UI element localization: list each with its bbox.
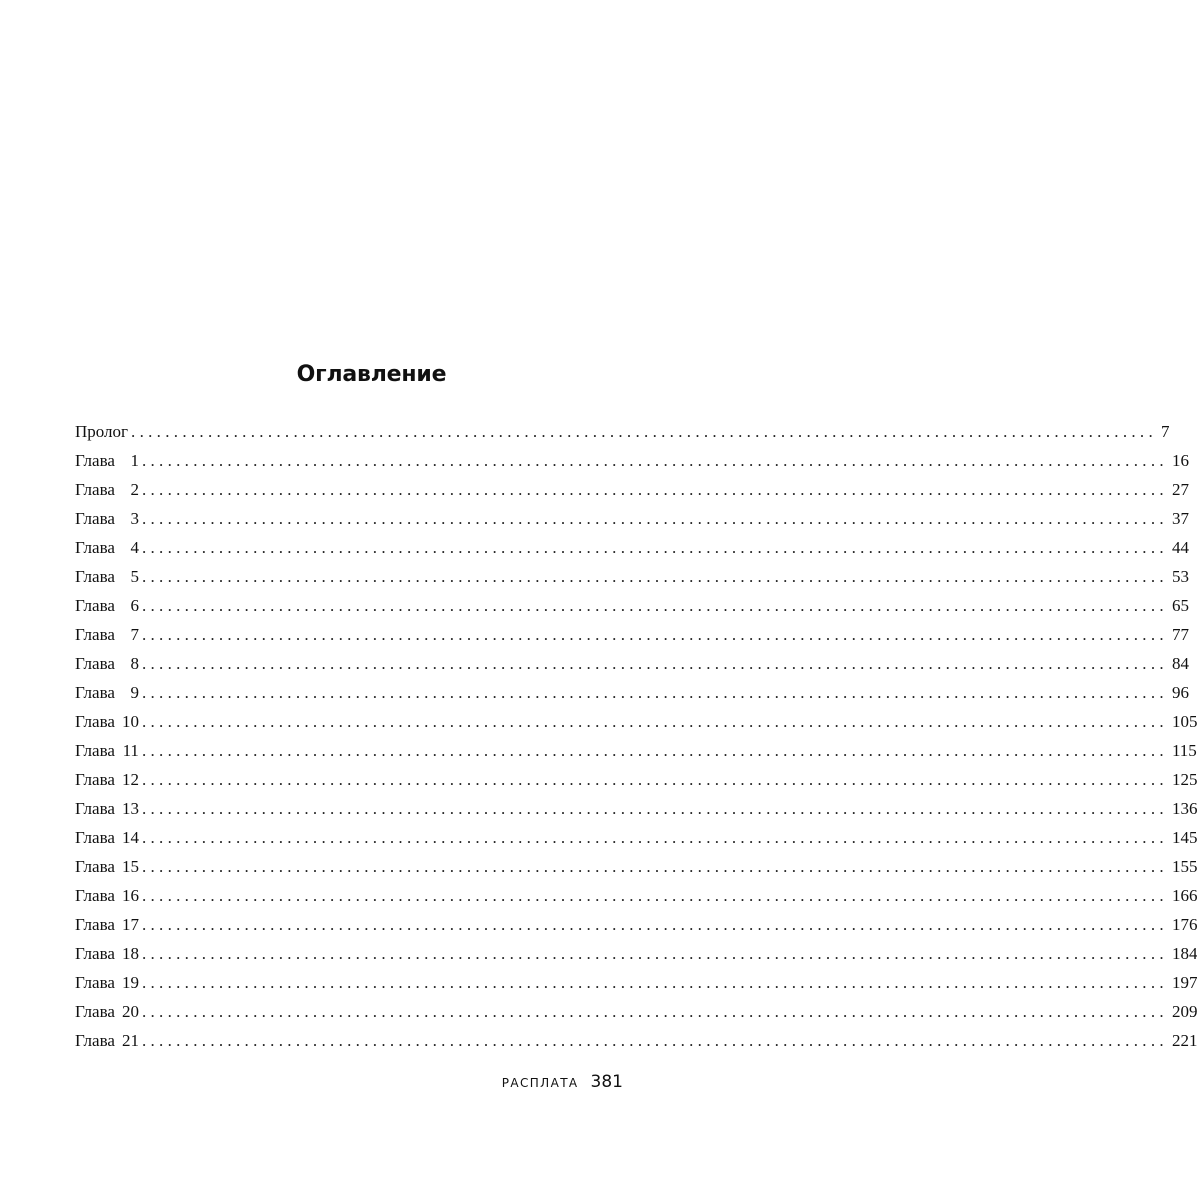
toc-dot-leader: ........................................................................................................................ [141, 1031, 1168, 1050]
toc-dot-leader: ........................................................................................................................ [141, 915, 1168, 934]
toc-entry-label: Глава [75, 1002, 115, 1021]
toc-entry-chapter-number: 5 [130, 567, 139, 586]
toc-entry-chapter-number: 1 [130, 451, 139, 470]
running-head: РАСПЛАТА [501, 1076, 579, 1090]
table-of-contents [75, 417, 1197, 1055]
toc-dot-leader: ........................................................................................................................ [141, 857, 1168, 876]
toc-entry-chapter-number: 7 [130, 625, 139, 644]
page-footer [502, 1072, 623, 1092]
toc-entry-page: 209 [1171, 1002, 1197, 1021]
toc-entry-chapter-number: 17 [121, 915, 139, 934]
toc-entry-chapter-number: 16 [121, 886, 139, 905]
toc-entry-label: Глава [75, 799, 115, 818]
toc-entry-chapter-number: 2 [130, 480, 139, 499]
toc-dot-leader: ........................................................................................................................ [141, 1002, 1168, 1021]
toc-entry [75, 533, 1189, 562]
toc-entry-label: Глава [75, 567, 115, 586]
toc-entry-page: 77 [1171, 625, 1189, 644]
toc-entry-chapter-number: 15 [121, 857, 139, 876]
toc-entry-page: 84 [1171, 654, 1189, 673]
toc-entry-label: Глава [75, 596, 115, 615]
toc-entry-label: Глава [75, 944, 115, 963]
toc-entry [75, 939, 1197, 968]
toc-entry-page: 96 [1171, 683, 1189, 702]
toc-dot-leader: ........................................................................................................................ [141, 509, 1168, 528]
toc-entry-page: 197 [1171, 973, 1197, 992]
toc-entry-page: 155 [1171, 857, 1197, 876]
toc-entry-label: Глава [75, 915, 115, 934]
toc-entry-page: 176 [1171, 915, 1197, 934]
toc-entry-label: Глава [75, 828, 115, 847]
toc-entry-label: Глава [75, 886, 115, 905]
toc-entry-chapter-number: 11 [122, 741, 139, 760]
toc-dot-leader: ........................................................................................................................ [141, 625, 1168, 644]
toc-entry-label: Глава [75, 480, 115, 499]
toc-dot-leader: ........................................................................................................................ [141, 944, 1168, 963]
page-number: 381 [590, 1072, 623, 1092]
toc-dot-leader: ........................................................................................................................ [141, 567, 1168, 586]
toc-entry [75, 1026, 1197, 1055]
toc-entry-label: Глава [75, 770, 115, 789]
toc-entry-chapter-number: 14 [121, 828, 139, 847]
toc-entry-label: Глава [75, 683, 115, 702]
toc-entry [75, 881, 1197, 910]
toc-entry-label: Глава [75, 538, 115, 557]
toc-entry [75, 649, 1189, 678]
toc-dot-leader: ........................................................................................................................ [141, 799, 1168, 818]
toc-entry-page: 7 [1161, 422, 1170, 441]
toc-entry-page: 44 [1171, 538, 1189, 557]
toc-entry [75, 707, 1197, 736]
toc-entry-page: 53 [1171, 567, 1189, 586]
toc-entry-label: Пролог [75, 422, 129, 441]
toc-dot-leader: ........................................................................................................................ [141, 654, 1168, 673]
toc-dot-leader: ........................................................................................................................ [141, 886, 1168, 905]
toc-dot-leader: ........................................................................................................................ [141, 973, 1168, 992]
toc-entry-chapter-number: 4 [130, 538, 139, 557]
toc-title: Оглавление [296, 362, 447, 387]
toc-entry [75, 997, 1197, 1026]
toc-entry-label: Глава [75, 625, 115, 644]
toc-entry-chapter-number: 13 [121, 799, 139, 818]
toc-entry-chapter-number: 8 [130, 654, 139, 673]
toc-entry-label: Глава [75, 741, 115, 760]
toc-entry-label: Глава [75, 712, 115, 731]
toc-entry-label: Глава [75, 654, 115, 673]
toc-entry [75, 475, 1189, 504]
toc-entry-chapter-number: 12 [121, 770, 139, 789]
toc-entry-page: 37 [1171, 509, 1189, 528]
toc-entry [75, 765, 1197, 794]
toc-entry-page: 221 [1171, 1031, 1197, 1050]
toc-entry-chapter-number: 19 [121, 973, 139, 992]
toc-entry-chapter-number: 20 [121, 1002, 139, 1021]
toc-entry [75, 910, 1197, 939]
toc-dot-leader: ........................................................................................................................ [141, 480, 1168, 499]
toc-entry [75, 794, 1197, 823]
toc-entry-label: Глава [75, 1031, 115, 1050]
toc-entry [75, 620, 1189, 649]
toc-entry-page: 125 [1171, 770, 1197, 789]
toc-dot-leader: ........................................................................................................................ [141, 683, 1168, 702]
toc-entry-label: Глава [75, 451, 115, 470]
toc-dot-leader: ........................................................................................................................ [141, 770, 1168, 789]
toc-dot-leader: ........................................................................................................................ [131, 422, 1158, 441]
toc-entry-chapter-number: 10 [121, 712, 139, 731]
toc-entry-page: 27 [1171, 480, 1189, 499]
toc-entry [75, 678, 1189, 707]
toc-entry-chapter-number: 3 [130, 509, 139, 528]
toc-dot-leader: ........................................................................................................................ [141, 596, 1168, 615]
toc-entry [75, 504, 1189, 533]
toc-entry [75, 446, 1189, 475]
toc-entry-label: Глава [75, 973, 115, 992]
toc-dot-leader: ........................................................................................................................ [141, 451, 1168, 470]
toc-entry [75, 852, 1197, 881]
toc-entry-page: 65 [1171, 596, 1189, 615]
toc-dot-leader: ........................................................................................................................ [141, 741, 1168, 760]
toc-entry [75, 736, 1197, 765]
toc-dot-leader: ........................................................................................................................ [141, 712, 1168, 731]
toc-entry [75, 823, 1197, 852]
toc-entry-page: 184 [1171, 944, 1197, 963]
toc-entry [75, 968, 1197, 997]
toc-entry-label: Глава [75, 857, 115, 876]
toc-entry [75, 562, 1189, 591]
toc-entry-chapter-number: 9 [130, 683, 139, 702]
toc-entry-page: 166 [1171, 886, 1197, 905]
toc-entry-page: 115 [1171, 741, 1197, 760]
toc-dot-leader: ........................................................................................................................ [141, 538, 1168, 557]
toc-entry-page: 16 [1171, 451, 1189, 470]
toc-dot-leader: ........................................................................................................................ [141, 828, 1168, 847]
toc-entry-chapter-number: 21 [121, 1031, 139, 1050]
toc-entry-label: Глава [75, 509, 115, 528]
toc-entry-page: 145 [1171, 828, 1197, 847]
toc-entry-page: 105 [1171, 712, 1197, 731]
toc-entry-page: 136 [1171, 799, 1197, 818]
toc-entry [75, 417, 1170, 446]
toc-entry [75, 591, 1189, 620]
toc-entry-chapter-number: 6 [130, 596, 139, 615]
toc-entry-chapter-number: 18 [121, 944, 139, 963]
